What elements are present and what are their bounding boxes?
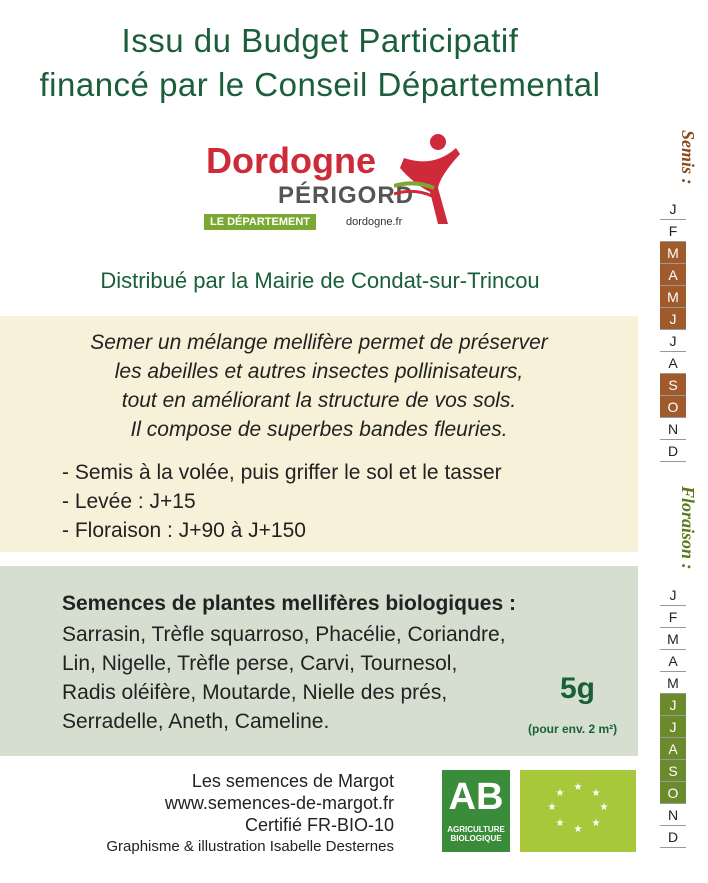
seeds-line: Radis oléifère, Moutarde, Nielle des prés, <box>62 681 448 704</box>
flower-month-cell: J <box>660 584 686 606</box>
flower-month-cell: F <box>660 606 686 628</box>
step-item: - Floraison : J+90 à J+150 <box>62 519 306 542</box>
sow-month-cell: M <box>660 286 686 308</box>
flower-month-cell: M <box>660 628 686 650</box>
svg-text:★: ★ <box>599 802 609 813</box>
intro-line: tout en améliorant la structure de vos sols. <box>121 389 517 412</box>
flower-month-cell: O <box>660 782 686 804</box>
certification: Certifié FR-BIO-10 <box>244 815 394 835</box>
sow-month-cell: J <box>660 198 686 220</box>
sow-month-cell: D <box>660 440 686 462</box>
step-item: - Semis à la volée, puis griffer le sol et le tasser <box>62 461 502 484</box>
svg-text:★: ★ <box>573 824 583 835</box>
flower-month-cell: J <box>660 694 686 716</box>
sow-month-cell: O <box>660 396 686 418</box>
sow-month-cell: N <box>660 418 686 440</box>
figure-icon <box>394 128 464 228</box>
sow-month-cell: A <box>660 352 686 374</box>
step-item: - Levée : J+15 <box>62 490 196 513</box>
svg-text:★: ★ <box>573 782 583 793</box>
svg-text:★: ★ <box>547 802 557 813</box>
flower-month-cell: M <box>660 672 686 694</box>
flower-month-cell: N <box>660 804 686 826</box>
sow-month-cell: A <box>660 264 686 286</box>
intro-line: Il compose de superbes bandes fleuries. <box>130 418 508 441</box>
weight-note: (pour env. 2 m²) <box>528 722 618 736</box>
svg-text:★: ★ <box>591 788 601 799</box>
dordogne-logo <box>198 128 468 238</box>
company-website: www.semences-de-margot.fr <box>164 793 394 813</box>
title-line-1: Issu du Budget Participatif <box>121 22 519 59</box>
flower-calendar <box>660 584 686 848</box>
ab-line-1: AGRICULTURE <box>447 825 505 834</box>
eu-leaf-icon <box>520 770 636 852</box>
intro-line: les abeilles et autres insectes pollinisateurs, <box>114 360 524 383</box>
logo-departement-strip: LE DÉPARTEMENT <box>204 214 316 230</box>
ab-organic-logo <box>442 770 510 852</box>
svg-text:★: ★ <box>591 818 601 829</box>
intro-line: Semer un mélange mellifère permet de préserver <box>90 331 548 354</box>
design-credit: Graphisme & illustration Isabelle Desternes <box>106 838 394 855</box>
flower-month-cell: D <box>660 826 686 848</box>
ab-mark: AB <box>448 776 504 818</box>
sow-month-cell: J <box>660 308 686 330</box>
company-name: Les semences de Margot <box>191 771 394 791</box>
seeds-line: Serradelle, Aneth, Cameline. <box>62 710 330 733</box>
credits <box>40 770 394 858</box>
logo-website: dordogne.fr <box>346 216 403 228</box>
title-line-2: financé par le Conseil Départemental <box>39 66 601 103</box>
flower-month-cell: A <box>660 650 686 672</box>
package-weight: 5g <box>560 672 596 705</box>
logo-word-dordogne: Dordogne <box>206 140 376 181</box>
distributed-by: Distribué par la Mairie de Condat-sur-Trincou <box>100 268 540 293</box>
sow-month-cell: J <box>660 330 686 352</box>
sow-month-cell: S <box>660 374 686 396</box>
flower-month-cell: S <box>660 760 686 782</box>
logo-word-perigord: PÉRIGORD <box>278 182 415 209</box>
intro-text <box>0 328 638 444</box>
seeds-line: Sarrasin, Trèfle squarroso, Phacélie, Coriandre, <box>62 623 506 646</box>
flower-calendar-label: Floraison : <box>678 486 698 570</box>
sow-calendar-label: Semis : <box>678 130 698 185</box>
sow-month-cell: M <box>660 242 686 264</box>
seeds-list <box>62 620 532 736</box>
sow-month-cell: F <box>660 220 686 242</box>
ab-line-2: BIOLOGIQUE <box>450 834 502 843</box>
seeds-heading: Semences de plantes mellifères biologiques : <box>62 592 516 615</box>
svg-text:★: ★ <box>555 788 565 799</box>
flower-month-cell: J <box>660 716 686 738</box>
seeds-line: Lin, Nigelle, Trèfle perse, Carvi, Tournesol, <box>62 652 458 675</box>
sow-calendar <box>660 198 686 462</box>
eu-organic-leaf-logo <box>520 770 636 852</box>
steps-list <box>62 458 502 545</box>
svg-text:★: ★ <box>555 818 565 829</box>
flower-month-cell: A <box>660 738 686 760</box>
